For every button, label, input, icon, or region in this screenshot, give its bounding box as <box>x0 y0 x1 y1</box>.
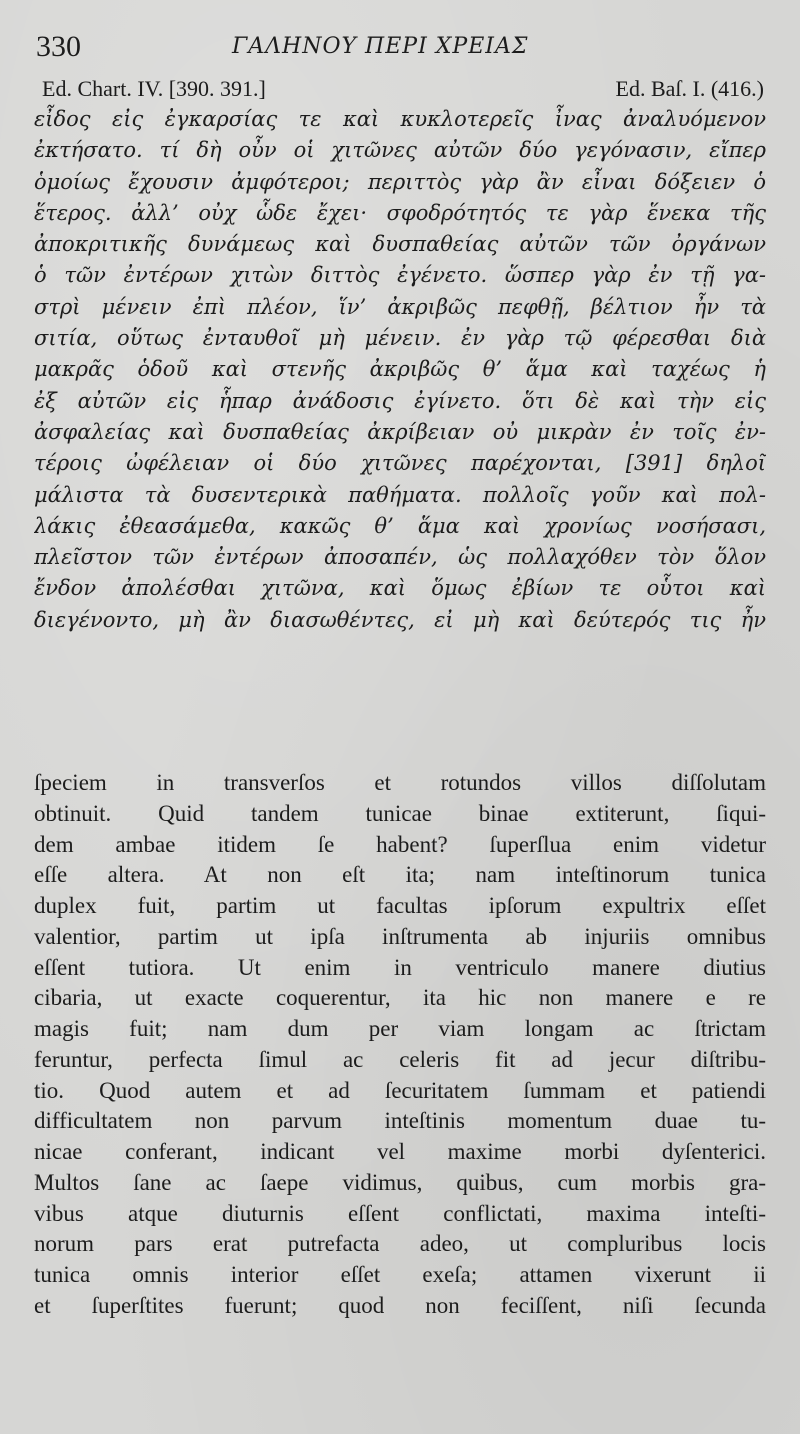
greek-line: μάλιστα τὰ δυσεντερικὰ παθήματα. πολλοῖς γοῦν καὶ πολ- <box>34 482 766 507</box>
edition-reference-right: Ed. Baſ. I. (416.) <box>615 76 764 101</box>
greek-line: λάκις ἐθεασάμεθα, κακῶς θ’ ἅμα καὶ χρονίως νοσήσασι, <box>34 513 766 538</box>
greek-line: μακρᾶς ὁδοῦ καὶ στενῆς ἀκριβῶς θ’ ἅμα καὶ ταχέως ἡ <box>34 357 766 382</box>
latin-line: nicae conferant, indicant vel maxime morbi dyſenterici. <box>34 1139 766 1164</box>
page-number: 330 <box>36 30 81 63</box>
latin-line: cibaria, ut exacte coquerentur, ita hic non manere e re <box>34 985 766 1011</box>
greek-line: διεγένοντο, μὴ ἂν διασωθέντες, εἰ μὴ καὶ δεύτερός τις ἦν <box>34 607 766 632</box>
latin-line: norum pars erat putrefacta adeo, ut compluribus locis <box>34 1231 766 1257</box>
greek-text-block <box>34 104 766 636</box>
latin-line: Multos ſane ac ſaepe vidimus, quibus, cum morbis gra- <box>34 1169 766 1195</box>
greek-line: ἀσφαλείας καὶ δυσπαθείας ἀκρίβειαν οὐ μικρὰν ἐν τοῖς ἐν- <box>34 419 766 444</box>
greek-line: ἐξ αὐτῶν εἰς ἧπαρ ἀνάδοσις ἐγίνετο. ὅτι δὲ καὶ τὴν εἰς <box>34 388 766 413</box>
running-title: ΓΑΛΗΝΟΥ ΠΕΡΙ ΧΡΕΙΑΣ <box>232 34 529 59</box>
latin-line: tio. Quod autem et ad ſecuritatem ſummam et patiendi <box>34 1077 766 1103</box>
greek-line: εἶδος εἰς ἐγκαρσίας τε καὶ κυκλοτερεῖς ἶνας ἀναλυόμενον <box>34 107 766 131</box>
greek-line: ὁ τῶν ἐντέρων χιτὼν διττὸς ἐγένετο. ὥσπερ γὰρ ἐν τῇ γα- <box>34 263 766 288</box>
edition-reference-left: Ed. Chart. IV. [390. 391.] <box>42 76 266 101</box>
latin-line: obtinuit. Quid tandem tunicae binae extiterunt, ſiqui- <box>34 800 766 826</box>
greek-line: ὁμοίως ἔχουσιν ἀμφότεροι; περιττὸς γὰρ ἂν εἶναι δόξειεν ὁ <box>34 169 766 194</box>
greek-line: τέροις ὠφέλειαν οἱ δύο χιτῶνες παρέχονται, [391] δηλοῖ <box>34 451 766 476</box>
greek-line: ἀποκριτικῆς δυνάμεως καὶ δυσπαθείας αὐτῶν τῶν ὀργάνων <box>34 232 766 257</box>
latin-line: difficultatem non parvum inteſtinis momentum duae tu- <box>34 1108 766 1134</box>
latin-line: eſſe altera. At non eſt ita; nam inteſtinorum tunica <box>34 862 766 888</box>
greek-line: ἐκτήσατο. τί δὴ οὖν οἱ χιτῶνες αὐτῶν δύο γεγόνασιν, εἴπερ <box>34 138 766 163</box>
latin-line: tunica omnis interior eſſet exeſa; attamen vixerunt ii <box>34 1262 766 1287</box>
greek-line: στρὶ μένειν ἐπὶ πλέον, ἵν’ ἀκριβῶς πεφθῇ, βέλτιον ἦν τὰ <box>34 294 766 319</box>
greek-line: ἕτερος. ἀλλ’ οὐχ ὧδε ἔχει· σφοδρότητός τε γὰρ ἕνεκα τῆς <box>34 200 766 225</box>
latin-line: feruntur, perfecta ſimul ac celeris fit ad jecur diſtribu- <box>34 1046 766 1072</box>
latin-line: et ſuperſtites fuerunt; quod non feciſſent, niſi ſecunda <box>34 1292 766 1318</box>
latin-line: ſpeciem in transverſos et rotundos villos diſſolutam <box>34 770 766 795</box>
latin-text-block <box>34 768 766 1322</box>
latin-line: magis fuit; nam dum per viam longam ac ſtrictam <box>34 1016 766 1041</box>
latin-line: duplex fuit, partim ut facultas ipſorum expultrix eſſet <box>34 893 766 918</box>
latin-line: dem ambae itidem ſe habent? ſuperſlua enim videtur <box>34 831 766 857</box>
latin-line: eſſent tutiora. Ut enim in ventriculo manere diutius <box>34 954 766 980</box>
greek-line: ἔνδον ἀπολέσθαι χιτῶνα, καὶ ὅμως ἐβίων τε οὗτοι καὶ <box>34 576 766 601</box>
greek-line: σιτία, οὕτως ἐνταυθοῖ μὴ μένειν. ἐν γὰρ τῷ φέρεσθαι διὰ <box>34 326 766 351</box>
greek-line: πλεῖστον τῶν ἐντέρων ἀποσαπέν, ὡς πολλαχόθεν τὸν ὅλον <box>34 545 766 570</box>
latin-line: vibus atque diuturnis eſſent conflictati, maxima inteſti- <box>34 1200 766 1226</box>
latin-line: valentior, partim ut ipſa inſtrumenta ab injuriis omnibus <box>34 923 766 949</box>
page-header <box>36 30 766 70</box>
